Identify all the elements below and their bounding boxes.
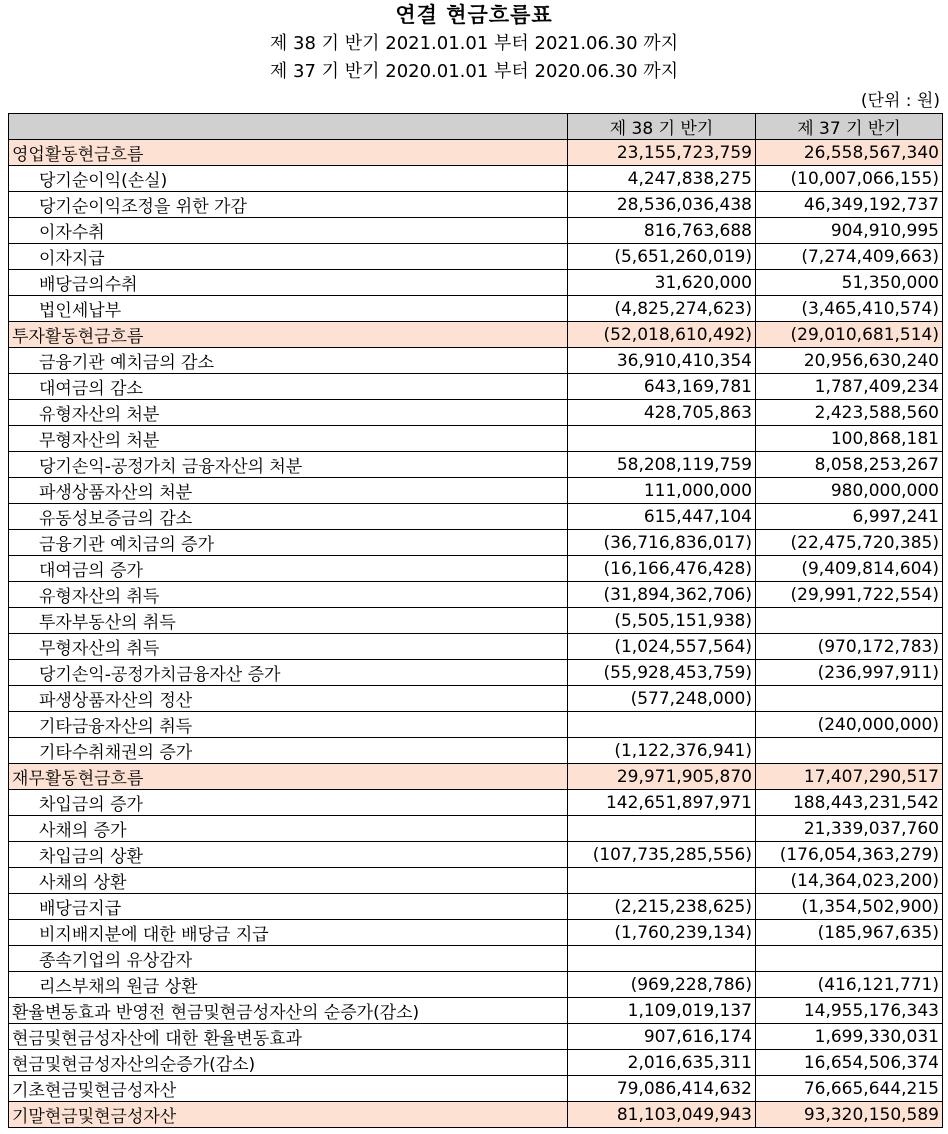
prior-period-value: 16,654,506,374 [756, 1050, 943, 1076]
row-label: 기초현금및현금성자산 [9, 1076, 568, 1102]
prior-period-value: (14,364,023,200) [756, 868, 943, 894]
current-period-value [568, 712, 756, 738]
table-row [9, 972, 943, 998]
row-label: 종속기업의 유상감자 [9, 946, 568, 972]
current-period-value: (52,018,610,492) [568, 322, 756, 348]
prior-period-value: 76,665,644,215 [756, 1076, 943, 1102]
row-label: 투자활동현금흐름 [9, 322, 568, 348]
table-row [9, 998, 943, 1024]
row-label: 무형자산의 처분 [9, 426, 568, 452]
prior-period-value: (22,475,720,385) [756, 530, 943, 556]
row-label: 차입금의 증가 [9, 790, 568, 816]
table-row [9, 1050, 943, 1076]
row-label: 차입금의 상환 [9, 842, 568, 868]
table-row [9, 1024, 943, 1050]
prior-period-value [756, 686, 943, 712]
prior-period-value: 6,997,241 [756, 504, 943, 530]
table-row [9, 582, 943, 608]
table-row [9, 166, 943, 192]
row-label: 유형자산의 처분 [9, 400, 568, 426]
current-period-value: 23,155,723,759 [568, 140, 756, 166]
table-row [9, 478, 943, 504]
table-row [9, 686, 943, 712]
row-label: 대여금의 증가 [9, 556, 568, 582]
row-label: 환율변동효과 반영전 현금및현금성자산의 순증가(감소) [9, 998, 568, 1024]
prior-period-value: 188,443,231,542 [756, 790, 943, 816]
prior-period-value: (185,967,635) [756, 920, 943, 946]
prior-period-value: (29,010,681,514) [756, 322, 943, 348]
column-header-prior: 제 37 기 반기 [756, 114, 943, 140]
table-row [9, 192, 943, 218]
row-label: 현금및현금성자산에 대한 환율변동효과 [9, 1024, 568, 1050]
current-period-value: 643,169,781 [568, 374, 756, 400]
row-label: 배당금지급 [9, 894, 568, 920]
row-label: 리스부채의 원금 상환 [9, 972, 568, 998]
prior-period-value: 51,350,000 [756, 270, 943, 296]
prior-period-value: (7,274,409,663) [756, 244, 943, 270]
table-row [9, 530, 943, 556]
row-label: 파생상품자산의 처분 [9, 478, 568, 504]
current-period-value: 428,705,863 [568, 400, 756, 426]
statement-header [0, 0, 948, 86]
current-period-value: (577,248,000) [568, 686, 756, 712]
current-period-value [568, 426, 756, 452]
table-row [9, 244, 943, 270]
current-period-value: (5,505,151,938) [568, 608, 756, 634]
row-label: 무형자산의 취득 [9, 634, 568, 660]
table-header-row [9, 114, 943, 140]
table-row [9, 348, 943, 374]
prior-period-value: 46,349,192,737 [756, 192, 943, 218]
table-row [9, 946, 943, 972]
current-period-value: (969,228,786) [568, 972, 756, 998]
row-label: 사채의 상환 [9, 868, 568, 894]
current-period-value: 2,016,635,311 [568, 1050, 756, 1076]
prior-period-value: 14,955,176,343 [756, 998, 943, 1024]
table-row [9, 738, 943, 764]
current-period-value: 79,086,414,632 [568, 1076, 756, 1102]
row-label: 대여금의 감소 [9, 374, 568, 400]
prior-period-value: (1,354,502,900) [756, 894, 943, 920]
table-row [9, 894, 943, 920]
table-row [9, 270, 943, 296]
row-label: 투자부동산의 취득 [9, 608, 568, 634]
row-label: 재무활동현금흐름 [9, 764, 568, 790]
prior-period-value: (176,054,363,279) [756, 842, 943, 868]
prior-period-value: (3,465,410,574) [756, 296, 943, 322]
prior-period-value: 93,320,150,589 [756, 1102, 943, 1128]
unit-label: (단위 : 원) [860, 91, 940, 111]
current-period-value: 81,103,049,943 [568, 1102, 756, 1128]
prior-period-value: (29,991,722,554) [756, 582, 943, 608]
current-period-value: 29,971,905,870 [568, 764, 756, 790]
prior-period-value: 26,558,567,340 [756, 140, 943, 166]
prior-period-value: 21,339,037,760 [756, 816, 943, 842]
prior-period-value: (236,997,911) [756, 660, 943, 686]
current-period-value: (1,122,376,941) [568, 738, 756, 764]
table-row [9, 1076, 943, 1102]
row-label: 이자지급 [9, 244, 568, 270]
table-row [9, 452, 943, 478]
current-period-value: (4,825,274,623) [568, 296, 756, 322]
prior-period-value: (9,409,814,604) [756, 556, 943, 582]
current-period-value: 907,616,174 [568, 1024, 756, 1050]
period-prior: 제 37 기 반기 2020.01.01 부터 2020.06.30 까지 [269, 61, 679, 82]
table-row [9, 842, 943, 868]
row-label: 배당금의수취 [9, 270, 568, 296]
prior-period-value: 904,910,995 [756, 218, 943, 244]
current-period-value: 1,109,019,137 [568, 998, 756, 1024]
period-current: 제 38 기 반기 2021.01.01 부터 2021.06.30 까지 [269, 33, 679, 54]
table-row [9, 400, 943, 426]
current-period-value: 31,620,000 [568, 270, 756, 296]
row-label: 기타수취채권의 증가 [9, 738, 568, 764]
row-label: 사채의 증가 [9, 816, 568, 842]
table-row [9, 218, 943, 244]
table-row [9, 296, 943, 322]
row-label: 금융기관 예치금의 증가 [9, 530, 568, 556]
row-label: 유동성보증금의 감소 [9, 504, 568, 530]
prior-period-value: 2,423,588,560 [756, 400, 943, 426]
statement-title: 연결 현금흐름표 [395, 3, 553, 27]
row-label: 당기손익-공정가치 금융자산의 처분 [9, 452, 568, 478]
row-label: 이자수취 [9, 218, 568, 244]
row-label: 현금및현금성자산의순증가(감소) [9, 1050, 568, 1076]
table-row [9, 712, 943, 738]
prior-period-value: (970,172,783) [756, 634, 943, 660]
section-row [9, 140, 943, 166]
cash-flow-table [8, 113, 943, 1128]
row-label: 기타금융자산의 취득 [9, 712, 568, 738]
table-row [9, 660, 943, 686]
table-row [9, 816, 943, 842]
prior-period-value: (240,000,000) [756, 712, 943, 738]
current-period-value: 36,910,410,354 [568, 348, 756, 374]
row-label: 당기순이익조정을 위한 가감 [9, 192, 568, 218]
row-label: 당기순이익(손실) [9, 166, 568, 192]
row-label: 법인세납부 [9, 296, 568, 322]
section-row [9, 1102, 943, 1128]
current-period-value [568, 816, 756, 842]
table-row [9, 608, 943, 634]
prior-period-value: 1,699,330,031 [756, 1024, 943, 1050]
row-label: 비지배지분에 대한 배당금 지급 [9, 920, 568, 946]
row-label: 영업활동현금흐름 [9, 140, 568, 166]
current-period-value: (31,894,362,706) [568, 582, 756, 608]
prior-period-value: 8,058,253,267 [756, 452, 943, 478]
prior-period-value [756, 946, 943, 972]
table-row [9, 426, 943, 452]
table-row [9, 920, 943, 946]
table-row [9, 504, 943, 530]
current-period-value: (107,735,285,556) [568, 842, 756, 868]
current-period-value: (5,651,260,019) [568, 244, 756, 270]
row-label: 유형자산의 취득 [9, 582, 568, 608]
current-period-value: (1,760,239,134) [568, 920, 756, 946]
table-row [9, 634, 943, 660]
current-period-value: 28,536,036,438 [568, 192, 756, 218]
current-period-value: 111,000,000 [568, 478, 756, 504]
prior-period-value: 17,407,290,517 [756, 764, 943, 790]
prior-period-value: (416,121,771) [756, 972, 943, 998]
row-label: 당기손익-공정가치금융자산 증가 [9, 660, 568, 686]
current-period-value: 615,447,104 [568, 504, 756, 530]
prior-period-value: 20,956,630,240 [756, 348, 943, 374]
prior-period-value: 980,000,000 [756, 478, 943, 504]
row-label: 파생상품자산의 정산 [9, 686, 568, 712]
row-label: 기말현금및현금성자산 [9, 1102, 568, 1128]
table-row [9, 868, 943, 894]
current-period-value: (2,215,238,625) [568, 894, 756, 920]
current-period-value: 142,651,897,971 [568, 790, 756, 816]
section-row [9, 322, 943, 348]
current-period-value: 58,208,119,759 [568, 452, 756, 478]
table-row [9, 556, 943, 582]
current-period-value [568, 946, 756, 972]
table-body [9, 140, 943, 1128]
table-row [9, 790, 943, 816]
prior-period-value [756, 738, 943, 764]
prior-period-value: 1,787,409,234 [756, 374, 943, 400]
table-row [9, 374, 943, 400]
current-period-value: (1,024,557,564) [568, 634, 756, 660]
current-period-value: 816,763,688 [568, 218, 756, 244]
prior-period-value: 100,868,181 [756, 426, 943, 452]
current-period-value [568, 868, 756, 894]
prior-period-value [756, 608, 943, 634]
current-period-value: 4,247,838,275 [568, 166, 756, 192]
current-period-value: (36,716,836,017) [568, 530, 756, 556]
column-header-item [9, 114, 568, 140]
prior-period-value: (10,007,066,155) [756, 166, 943, 192]
column-header-current: 제 38 기 반기 [568, 114, 756, 140]
row-label: 금융기관 예치금의 감소 [9, 348, 568, 374]
current-period-value: (55,928,453,759) [568, 660, 756, 686]
section-row [9, 764, 943, 790]
current-period-value: (16,166,476,428) [568, 556, 756, 582]
